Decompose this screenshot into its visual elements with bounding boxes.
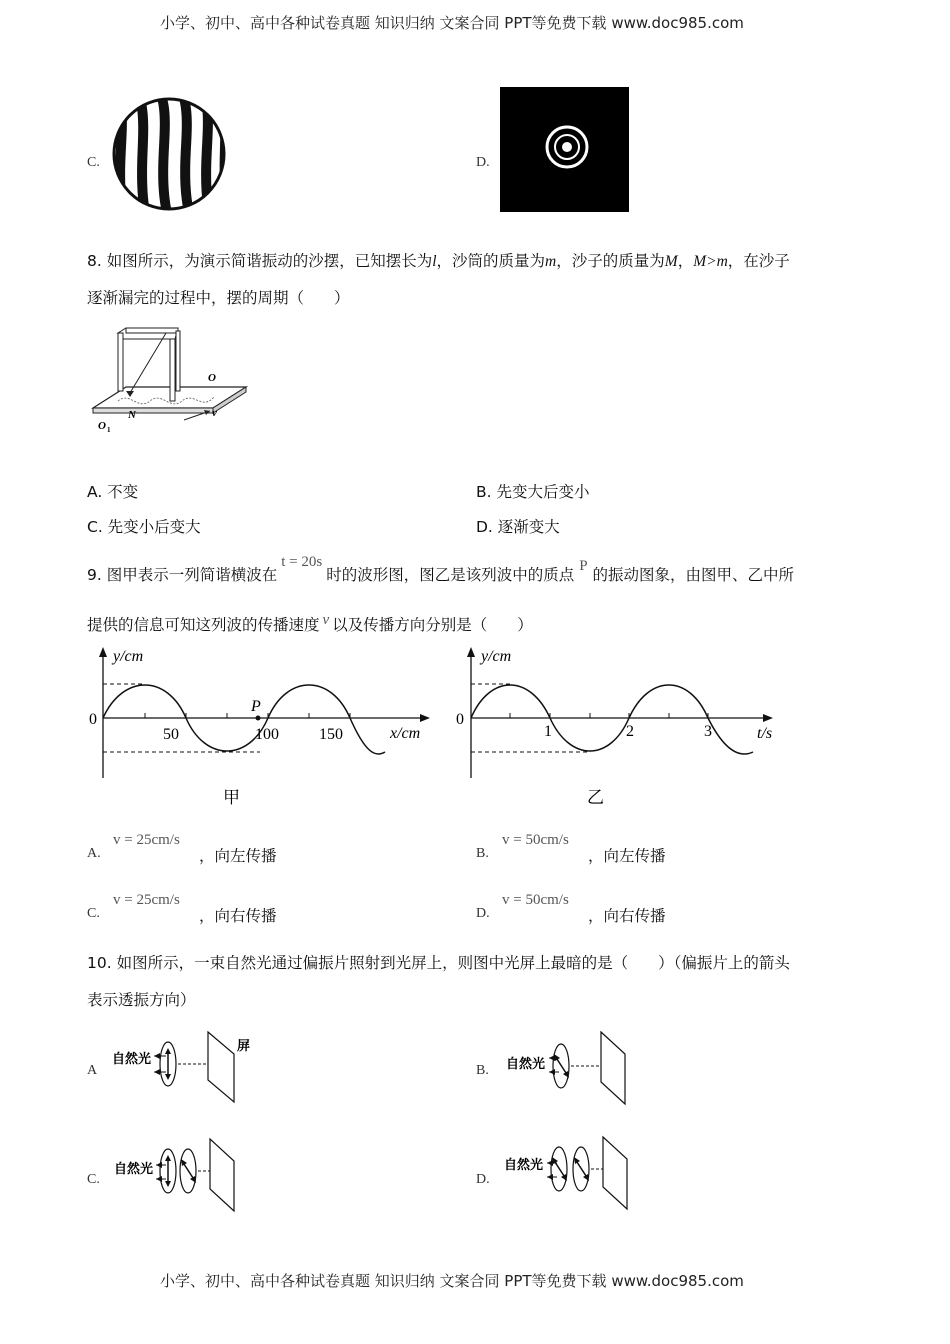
q7-option-d-label: D. <box>476 155 490 170</box>
q7-option-c-label: C. <box>87 155 100 170</box>
q10-option-c-figure[interactable] <box>112 1135 242 1215</box>
q9-graph-jia <box>85 643 435 813</box>
q10-option-d-label[interactable]: D. <box>476 1172 490 1187</box>
q9-yi-tick-2: 2 <box>626 723 634 740</box>
q10-stem-line2: 表示透振方向） <box>87 991 196 1009</box>
q8-sand-pendulum-figure <box>88 325 248 435</box>
q8-figure-label-n: N <box>128 409 136 421</box>
q10-c-natural-light: 自然光 <box>114 1161 154 1176</box>
q9-point-p: P <box>579 558 588 574</box>
q9-time-expression: t = 20s <box>281 554 323 570</box>
q8-figure-label-o: O <box>208 372 216 384</box>
q8-figure-label-o1-sub: 1 <box>107 426 111 434</box>
q9-jia-tick-150: 150 <box>319 726 343 743</box>
q9-jia-tick-100: 100 <box>255 726 279 743</box>
q9-jia-xlabel: x/cm <box>390 725 421 742</box>
q9-jia-origin: 0 <box>89 711 97 728</box>
q9-jia-ylabel: y/cm <box>113 648 144 665</box>
q10-option-b-figure[interactable] <box>505 1028 635 1108</box>
page-footer: 小学、初中、高中各种试卷真题 知识归纳 文案合同 PPT等免费下载 www.doc985.com <box>160 1272 744 1290</box>
q9-jia-tick-50: 50 <box>163 726 179 743</box>
q10-d-natural-light: 自然光 <box>504 1157 544 1172</box>
q8-option-c[interactable]: C. 先变小后变大 <box>87 518 201 536</box>
q9-stem-line1: 9. 图甲表示一列简谐横波在t = 20s时的波形图，图乙是该列波中的质点 P 的振动图象，由图甲、乙中所 <box>87 554 795 584</box>
q8-option-d[interactable]: D. 逐渐变大 <box>476 518 560 536</box>
q8-option-b[interactable]: B. 先变大后变小 <box>476 483 590 501</box>
q10-option-d-figure[interactable] <box>503 1133 638 1213</box>
q10-a-natural-light: 自然光 <box>112 1051 152 1066</box>
q9-yi-tick-3: 3 <box>704 723 712 740</box>
q9-graph-yi <box>455 643 785 813</box>
q7-option-c-image <box>112 95 227 213</box>
q10-option-a-label[interactable]: A <box>87 1063 98 1078</box>
q10-option-a-figure[interactable] <box>110 1028 260 1108</box>
q8-stem-line2: 逐渐漏完的过程中，摆的周期（ ） <box>87 289 350 307</box>
q8-figure-label-v: v <box>212 407 217 419</box>
q10-option-c-label[interactable]: C. <box>87 1172 100 1187</box>
q8-option-a[interactable]: A. 不变 <box>87 483 139 501</box>
q9-var-v: v <box>322 612 330 628</box>
q9-yi-caption: 乙 <box>587 788 604 807</box>
q9-jia-caption: 甲 <box>223 788 240 807</box>
q8-stem-line1: 8. 如图所示，为演示简谐振动的沙摆，已知摆长为l，沙筒的质量为m，沙子的质量为M，M>m，在沙子 <box>87 252 790 270</box>
q10-option-b-label[interactable]: B. <box>476 1063 489 1078</box>
q8-figure-label-o1: O <box>98 420 106 432</box>
q7-option-d-image <box>500 87 629 212</box>
q9-yi-ylabel: y/cm <box>481 648 512 665</box>
page-header: 小学、初中、高中各种试卷真题 知识归纳 文案合同 PPT等免费下载 www.doc985.com <box>160 14 744 32</box>
q9-yi-xlabel: t/s <box>757 725 773 742</box>
q10-a-screen: 屏 <box>237 1038 251 1053</box>
q9-yi-origin: 0 <box>456 711 464 728</box>
q9-stem-line2: 提供的信息可知这列波的传播速度 v 以及传播方向分别是（ ） <box>87 612 533 634</box>
q10-b-natural-light: 自然光 <box>506 1056 546 1071</box>
q9-jia-point-p: P <box>251 698 261 715</box>
q10-stem-line1: 10. 如图所示，一束自然光通过偏振片照射到光屏上，则图中光屏上最暗的是（ ）（偏振片上的箭头 <box>87 954 790 972</box>
q9-yi-tick-1: 1 <box>544 723 552 740</box>
